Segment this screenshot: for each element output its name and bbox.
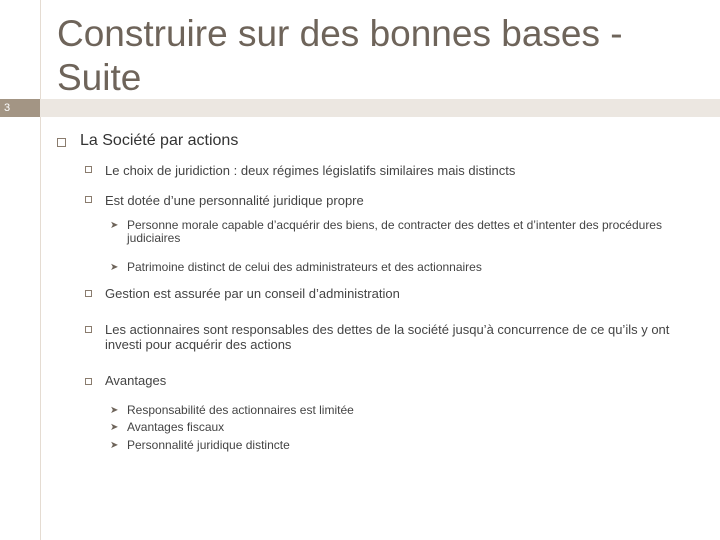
square-bullet-icon [85,166,92,173]
square-bullet-icon [57,138,66,147]
list-item: Le choix de juridiction : deux régimes législatifs similaires mais distincts [105,163,516,178]
sub-list-item: Personnalité juridique distincte [127,438,290,452]
square-bullet-icon [85,196,92,203]
title-bar [0,99,720,117]
sub-list-item: Personne morale capable d’acquérir des biens, de contracter des dettes et d’intenter des procédures judiciaires [127,218,662,245]
slide-number: 3 [0,99,40,117]
list-item: Gestion est assurée par un conseil d’administration [105,286,400,301]
arrow-bullet-icon: ➤ [110,262,119,273]
slide-title: Construire sur des bonnes bases - Suite [57,13,623,98]
sub-list-item: Patrimoine distinct de celui des administrateurs et des actionnaires [127,260,482,274]
sidebar-line [40,0,41,540]
sub-list-item: Avantages fiscaux [127,420,225,434]
square-bullet-icon [85,326,92,333]
title-rule [40,99,720,117]
arrow-bullet-icon: ➤ [110,220,119,231]
arrow-bullet-icon: ➤ [110,405,119,416]
arrow-bullet-icon: ➤ [110,422,119,433]
main-item: La Société par actions [80,132,239,149]
list-item: Est dotée d’une personnalité juridique propre [105,193,364,208]
sub-list-item: Responsabilité des actionnaires est limitée [127,403,354,417]
arrow-bullet-icon: ➤ [110,440,119,451]
square-bullet-icon [85,378,92,385]
square-bullet-icon [85,290,92,297]
list-item: Avantages [105,373,167,388]
list-item: Les actionnaires sont responsables des dettes de la société jusqu’à concurrence de ce qu’ils y ont investi pour acquérir des actions [105,322,670,352]
